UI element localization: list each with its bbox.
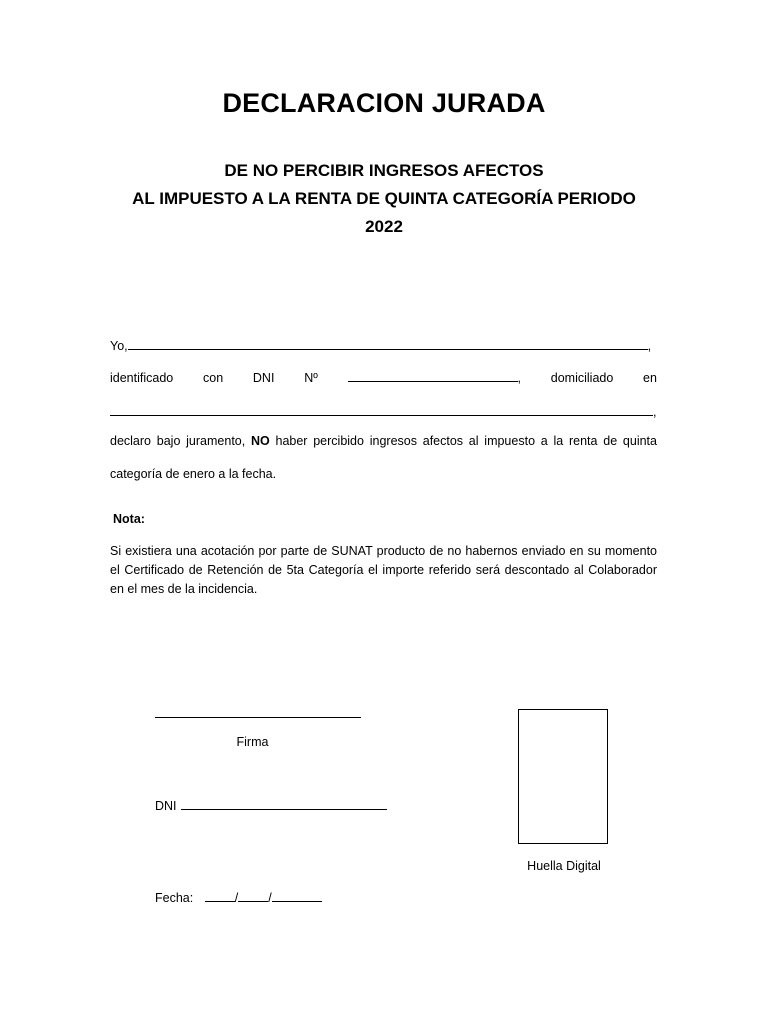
name-blank[interactable]	[128, 337, 648, 350]
date-day-blank[interactable]	[205, 889, 235, 902]
address-blank[interactable]	[110, 403, 653, 416]
name-line	[110, 337, 657, 353]
fingerprint-box[interactable]	[518, 709, 608, 844]
date-line	[155, 889, 322, 905]
dni-text: DNI	[252, 371, 275, 385]
subtitle-line-2: AL IMPUESTO A LA RENTA DE QUINTA CATEGORÍA PERIODO	[132, 189, 636, 208]
date-label: Fecha:	[155, 891, 194, 905]
identificado-text: identificado	[110, 371, 174, 385]
subtitle-line-1: DE NO PERCIBIR INGRESOS AFECTOS	[224, 161, 544, 180]
note-label: Nota:	[113, 512, 145, 526]
numero-text: Nº	[304, 371, 318, 385]
dni-number-group	[348, 369, 521, 385]
identification-line	[110, 369, 657, 385]
date-sep-1: /	[234, 891, 239, 905]
address-suffix: ,	[653, 405, 657, 419]
date-year-blank[interactable]	[272, 889, 322, 902]
declaration-suffix: haber percibido ingresos afectos al impuesto a la renta de quinta	[275, 434, 657, 448]
signature-dni-label: DNI	[155, 799, 177, 813]
document-subtitle	[100, 157, 668, 241]
dni-comma: ,	[517, 371, 522, 385]
declaration-bold-no: NO	[250, 434, 270, 448]
signature-label: Firma	[236, 735, 269, 749]
date-month-blank[interactable]	[238, 889, 268, 902]
domiciliado-text: domiciliado	[550, 371, 614, 385]
date-sep-2: /	[268, 891, 272, 905]
address-line	[110, 403, 657, 419]
signature-dni-line	[155, 797, 387, 813]
note-text: Si existiera una acotación por parte de SUNAT producto de no habernos enviado en su momento el Certificado de Retención de 5ta Categoría el importe referido será descontado al Colaborador en el mes de la incidencia.	[110, 544, 657, 596]
signature-dni-blank[interactable]	[181, 797, 387, 810]
signature-line[interactable]	[155, 717, 361, 718]
subtitle-line-3: 2022	[365, 217, 403, 236]
en-text: en	[643, 371, 657, 385]
declaration-line-2: categoría de enero a la fecha.	[110, 467, 277, 481]
yo-suffix: ,	[647, 339, 652, 353]
fingerprint-label: Huella Digital	[527, 859, 601, 873]
declaration-prefix: declaro bajo juramento,	[110, 434, 246, 448]
declaration-text	[110, 434, 657, 448]
dni-number-blank[interactable]	[348, 369, 518, 382]
yo-label: Yo,	[110, 339, 128, 353]
con-text: con	[203, 371, 224, 385]
document-title: DECLARACION JURADA	[222, 88, 546, 118]
